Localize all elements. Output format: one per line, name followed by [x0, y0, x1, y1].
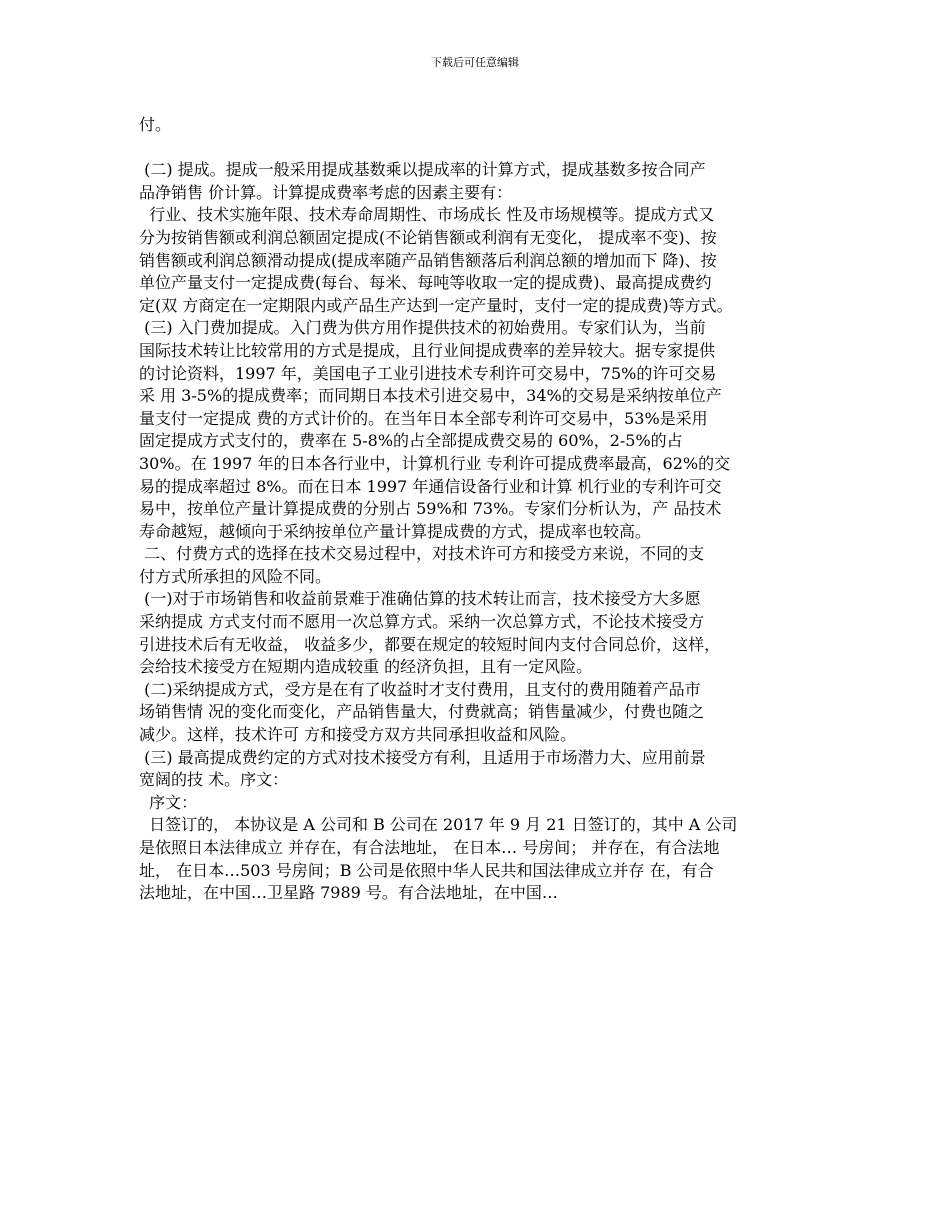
- text-line: 宽阔的技 术。序文：: [139, 770, 289, 790]
- text-line: 的讨论资料，1997 年，美国电子工业引进技术专利许可交易中，75%的许可交易: [139, 363, 717, 383]
- text-line: 分为按销售额或利润总额固定提成(不论销售额或利润有无变化， 提成率不变)、按: [139, 227, 717, 247]
- text-line: (三) 最高提成费约定的方式对技术接受方有利，且适用于市场潜力大、应用前景: [139, 747, 706, 767]
- text-line: 寿命越短，越倾向于采纳按单位产量计算提成费的方式，提成率也较高。: [139, 521, 652, 541]
- text-line: 是依照日本法律成立 并存在，有合法地址， 在日本… 号房间； 并存在，有合法地: [139, 838, 720, 857]
- text-line: 单位产量支付一定提成费(每台、每米、每吨等收取一定的提成费)、最高提成费约: [139, 273, 712, 293]
- text-line: (二)采纳提成方式，受方是在有了收益时才支付费用，且支付的费用随着产品市: [139, 679, 701, 699]
- text-line: 易中，按单位产量计算提成费的分别占 59%和 73%。专家们分析认为，产 品技术: [139, 499, 722, 519]
- blank-line: [139, 137, 829, 160]
- text-line: 付。: [139, 115, 172, 134]
- text-line: 易的提成率超过 8%。而在日本 1997 年通信设备行业和计算 机行业的专利许可交: [139, 476, 722, 496]
- text-line: (一)对于市场销售和收益前景难于准确估算的技术转让而言，技术接受方大多愿: [139, 589, 701, 609]
- text-line: 减少。这样，技术许可 方和接受方双方共同承担收益和风险。: [139, 725, 577, 745]
- text-line: 址， 在日本…503 号房间；B 公司是依照中华人民共和国法律成立并存 在，有合: [139, 860, 714, 880]
- text-line: 国际技术转让比较常用的方式是提成，且行业间提成费率的差异较大。据专家提供: [139, 340, 716, 360]
- text-line: 品净销售 价计算。计算提成费率考虑的因素主要有：: [139, 182, 513, 202]
- text-line: 引进技术后有无收益， 收益多少，都要在规定的较短时间内支付合同总价，这样，: [139, 634, 721, 654]
- text-line: 行业、技术实施年限、技术寿命周期性、市场成长 性及市场规模等。提成方式又: [139, 205, 715, 225]
- text-line: 量支付一定提成 费的方式计价的。在当年日本全部专利许可交易中，53%是采用: [139, 408, 708, 428]
- text-line: (二) 提成。提成一般采用提成基数乘以提成率的计算方式，提成基数多按合同产: [139, 160, 706, 180]
- text-line: 采 用 3-5%的提成费率；而同期日本技术引进交易中，34%的交易是采纳按单位产: [139, 386, 722, 406]
- text-line: (三) 入门费加提成。入门费为供方用作提供技术的初始费用。专家们认为，当前: [139, 318, 706, 338]
- text-line: 会给技术接受方在短期内造成较重 的经济负担，且有一定风险。: [139, 657, 593, 677]
- text-line: 序文：: [139, 792, 198, 812]
- text-line: 固定提成方式支付的，费率在 5-8%的占全部提成费交易的 60%，2-5%的占: [139, 431, 683, 451]
- text-line: 30%。在 1997 年的日本各行业中，计算机行业 专利许可提成费率最高，62%的交: [139, 453, 731, 473]
- text-line: 付方式所承担的风险不同。: [139, 566, 332, 586]
- text-line: 采纳提成 方式支付而不愿用一次总算方式。采纳一次总算方式，不论技术接受方: [139, 612, 705, 632]
- text-line: 二、付费方式的选择在技术交易过程中，对技术许可方和接受方来说，不同的支: [139, 544, 705, 564]
- document-body: [139, 114, 829, 905]
- text-line: 销售额或利润总额滑动提成(提成率随产品销售额落后利润总额的增加而下 降)、按: [139, 250, 717, 270]
- text-line: 法地址，在中国…卫星路 7989 号。有合法地址，在中国…: [139, 883, 558, 903]
- text-line: 日签订的， 本协议是 A 公司和 B 公司在 2017 年 9 月 21 日签订的，其中 A 公司: [139, 815, 738, 835]
- text-line: 定(双 方商定在一定期限内或产品生产达到一定产量时，支付一定的提成费)等方式。: [139, 295, 733, 315]
- page-header: 下载后可任意编辑: [431, 56, 519, 69]
- text-line: 场销售情 况的变化而变化，产品销售量大，付费就高；销售量减少，付费也随之: [139, 702, 705, 722]
